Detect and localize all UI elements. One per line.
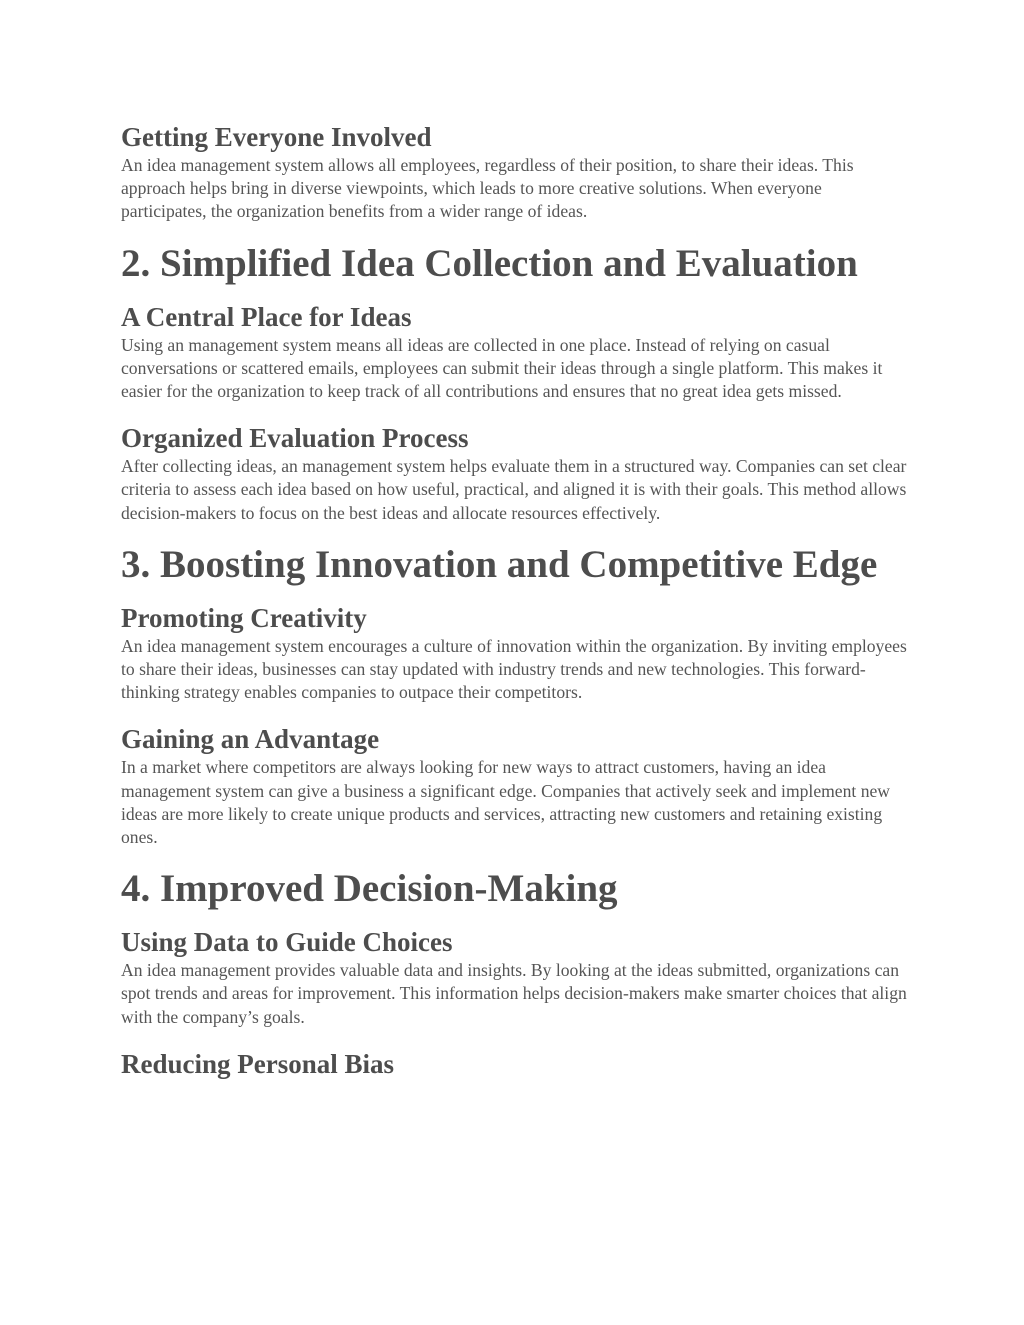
document-page bbox=[121, 120, 911, 1081]
section-heading-3: 3. Boosting Innovation and Competitive Edge bbox=[121, 542, 878, 586]
section-using-data bbox=[121, 925, 911, 1029]
paragraph: In a market where competitors are always looking for new ways to attract customers, having an idea management system can give a business a significant edge. Companies that actively seek and implement new ideas are more likely to create unique products and services, attracting new customers and retaining existing ones. bbox=[121, 757, 891, 848]
subheading: Using Data to Guide Choices bbox=[121, 927, 453, 958]
subheading: Gaining an Advantage bbox=[121, 724, 380, 755]
paragraph: An idea management system allows all employees, regardless of their position, to share their ideas. This approach helps bring in diverse viewpoints, which leads to more creative solutions. When everyone participates, the organization benefits from a wider range of ideas. bbox=[121, 155, 854, 222]
paragraph: After collecting ideas, an management system helps evaluate them in a structured way. Companies can set clear criteria to assess each idea based on how useful, practical, and aligned it is with their goals. This method allows decision-makers to focus on the best ideas and allocate resources effectively. bbox=[121, 456, 907, 523]
paragraph: Using an management system means all ideas are collected in one place. Instead of relying on casual conversations or scattered emails, employees can submit their ideas through a single platform. This makes it easier for the organization to keep track of all contributions and ensures that no great idea gets missed. bbox=[121, 334, 883, 402]
subheading: Organized Evaluation Process bbox=[121, 423, 469, 454]
subheading: Reducing Personal Bias bbox=[121, 1048, 395, 1079]
section-gaining-advantage bbox=[121, 722, 911, 849]
section-heading-4: 4. Improved Decision-Making bbox=[121, 867, 618, 911]
paragraph: An idea management system encourages a culture of innovation within the organization. By inviting employees to share their ideas, businesses can stay updated with industry trends and new technologies. This forward-thinking strategy enables companies to outpace their competitors. bbox=[121, 635, 907, 703]
section-central-place bbox=[121, 300, 911, 404]
subheading: Getting Everyone Involved bbox=[121, 122, 432, 152]
section-getting-everyone-involved bbox=[121, 120, 911, 224]
subheading: A Central Place for Ideas bbox=[121, 301, 412, 332]
section-organized-evaluation bbox=[121, 421, 911, 525]
section-heading-2: 2. Simplified Idea Collection and Evaluation bbox=[121, 241, 858, 285]
section-reducing-bias bbox=[121, 1047, 911, 1081]
section-promoting-creativity bbox=[121, 601, 911, 705]
subheading: Promoting Creativity bbox=[121, 602, 367, 633]
paragraph: An idea management provides valuable data and insights. By looking at the ideas submitted, organizations can spot trends and areas for improvement. This information helps decision-makers make smarter choices that align with the company’s goals. bbox=[121, 960, 907, 1027]
